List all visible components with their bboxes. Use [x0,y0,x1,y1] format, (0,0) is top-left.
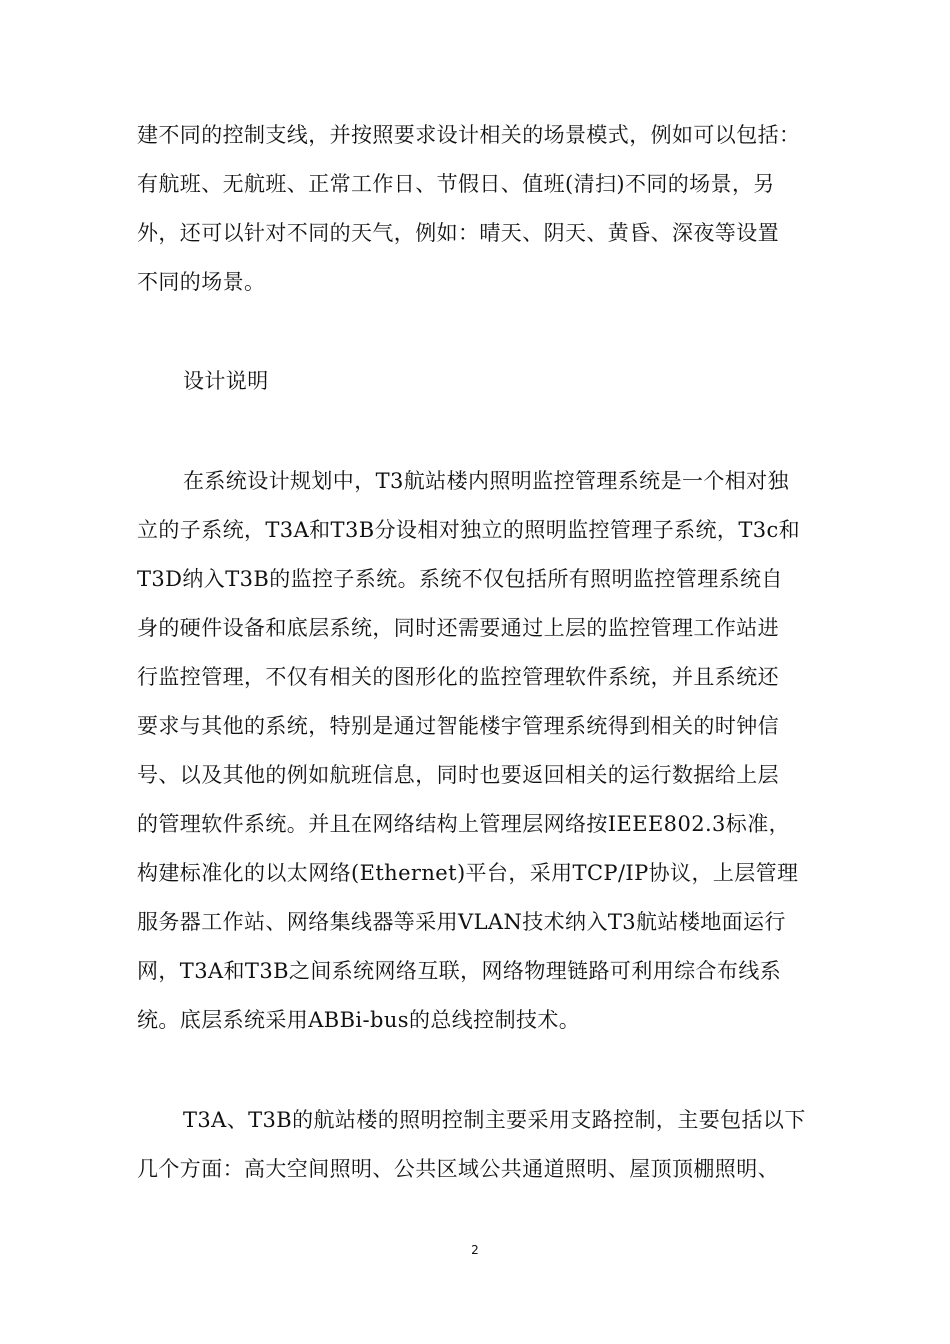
text-line: 几个方面：高大空间照明、公共区域公共通道照明、屋顶顶棚照明、 [137,1157,779,1181]
text-line: 外，还可以针对不同的天气，例如：晴天、阴天、黄昏、深夜等设置 [137,221,779,245]
text-line: 有航班、无航班、正常工作日、节假日、值班(清扫)不同的场景，另 [137,172,775,196]
text-line: 统。底层系统采用ABBi-bus的总线控制技术。 [137,1008,581,1032]
text-line: T3D纳入T3B的监控子系统。系统不仅包括所有照明监控管理系统自 [137,567,783,591]
text-line: 服务器工作站、网络集线器等采用VLAN技术纳入T3航站楼地面运行 [137,910,786,934]
text-line: 的管理软件系统。并且在网络结构上管理层网络按IEEE802.3标准， [137,812,791,836]
text-line: 建不同的控制支线，并按照要求设计相关的场景模式，例如可以包括： [137,123,801,147]
text-line: 要求与其他的系统，特别是通过智能楼宇管理系统得到相关的时钟信 [137,714,779,738]
text-line: 立的子系统，T3A和T3B分设相对独立的照明监控管理子系统，T3c和 [137,518,801,542]
text-line: 不同的场景。 [137,270,266,294]
section-heading: 设计说明 [183,369,269,393]
text-line: 号、以及其他的例如航班信息，同时也要返回相关的运行数据给上层 [137,763,779,787]
text-line: 网，T3A和T3B之间系统网络互联，网络物理链路可利用综合布线系 [137,959,782,983]
page-number: 2 [471,1243,479,1257]
text-line: 构建标准化的以太网络(Ethernet)平台，采用TCP/IP协议，上层管理 [137,861,799,885]
text-line: 身的硬件设备和底层系统，同时还需要通过上层的监控管理工作站进 [137,616,779,640]
text-line: T3A、T3B的航站楼的照明控制主要采用支路控制，主要包括以下 [183,1108,806,1132]
text-line: 在系统设计规划中，T3航站楼内照明监控管理系统是一个相对独 [183,469,789,493]
text-line: 行监控管理，不仅有相关的图形化的监控管理软件系统，并且系统还 [137,665,779,689]
